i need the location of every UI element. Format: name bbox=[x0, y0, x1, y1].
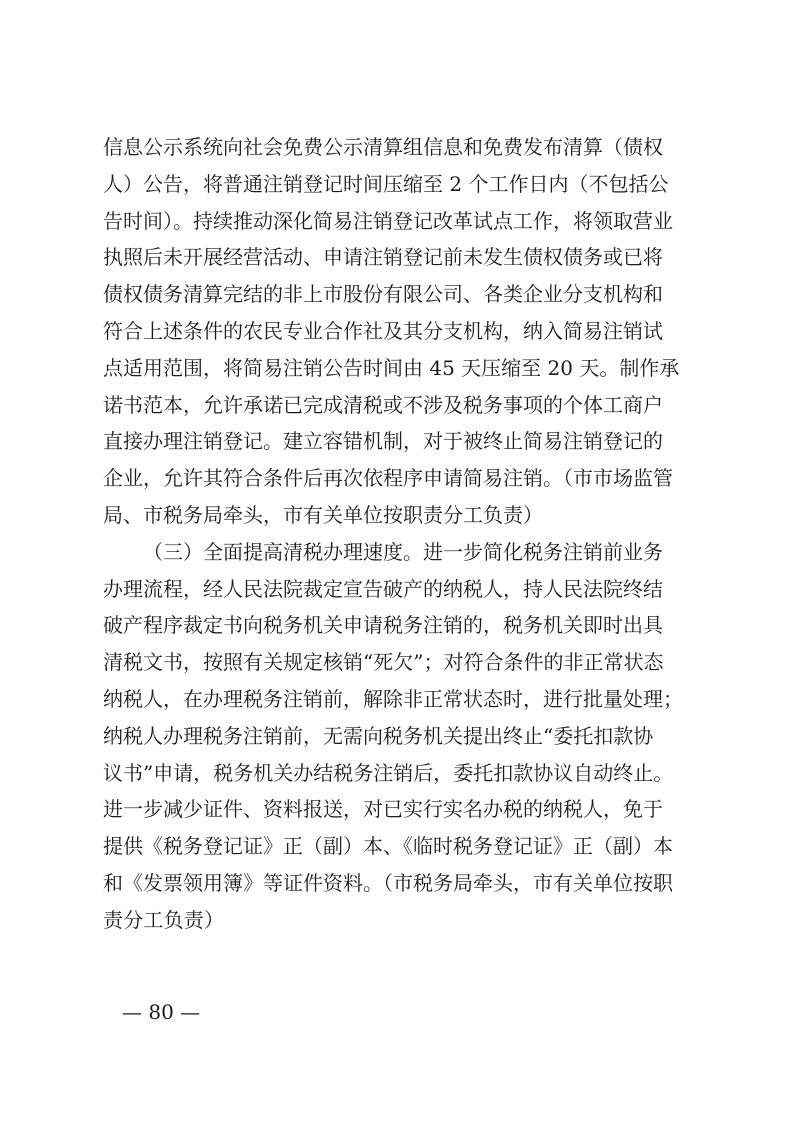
text-line: 告时间）。持续推动深化简易注销登记改革试点工作，将领取营业 bbox=[103, 208, 673, 233]
text-line: 符合上述条件的农民专业合作社及其分支机构，纳入简易注销试 bbox=[103, 318, 663, 343]
text-line: 进一步减少证件、资料报送，对已实行实名办税的纳税人，免于 bbox=[103, 797, 663, 822]
text-line: 人）公告，将普通注销登记时间压缩至 2 个工作日内（不包括公 bbox=[103, 171, 669, 196]
text-line: 纳税人办理税务注销前，无需向税务机关提出终止“委托扣款协 bbox=[103, 723, 654, 748]
text-line: 债权债务清算完结的非上市股份有限公司、各类企业分支机构和 bbox=[103, 282, 663, 307]
text-line: 企业，允许其符合条件后再次依程序申请简易注销。（市市场监管 bbox=[103, 466, 673, 491]
text-line: 纳税人，在办理税务注销前，解除非正常状态时，进行批量处理； bbox=[103, 686, 683, 711]
text-line: 诺书范本，允许承诺已完成清税或不涉及税务事项的个体工商户 bbox=[103, 392, 663, 417]
text-line: 信息公示系统向社会免费公示清算组信息和免费发布清算（债权 bbox=[103, 135, 663, 159]
text-line: 议书”申请，税务机关办结税务注销后，委托扣款协议自动终止。 bbox=[103, 760, 674, 785]
text-line: 点适用范围，将简易注销公告时间由 45 天压缩至 20 天。制作承 bbox=[103, 355, 680, 380]
text-line: （三）全面提高清税办理速度。进一步简化税务注销前业务 bbox=[143, 539, 663, 564]
text-line: 直接办理注销登记。建立容错机制，对于被终止简易注销登记的 bbox=[103, 429, 663, 454]
text-line: 责分工负责） bbox=[103, 907, 225, 932]
body-text bbox=[103, 129, 703, 939]
text-line: 局、市税务局牵头，市有关单位按职责分工负责） bbox=[103, 502, 543, 527]
text-line: 清税文书，按照有关规定核销“死欠”；对符合条件的非正常状态 bbox=[103, 650, 664, 675]
text-line: 提供《税务登记证》正（副）本、《临时税务登记证》正（副）本 bbox=[103, 834, 673, 859]
text-line: 执照后未开展经营活动、申请注销登记前未发生债权债务或已将 bbox=[103, 245, 663, 270]
text-line: 破产程序裁定书向税务机关申请税务注销的，税务机关即时出具 bbox=[103, 613, 663, 638]
text-line: 和《发票领用簿》等证件资料。（市税务局牵头，市有关单位按职 bbox=[103, 870, 673, 895]
text-line: 办理流程，经人民法院裁定宣告破产的纳税人，持人民法院终结 bbox=[103, 576, 663, 601]
page-number: — 80 — bbox=[122, 1000, 201, 1024]
